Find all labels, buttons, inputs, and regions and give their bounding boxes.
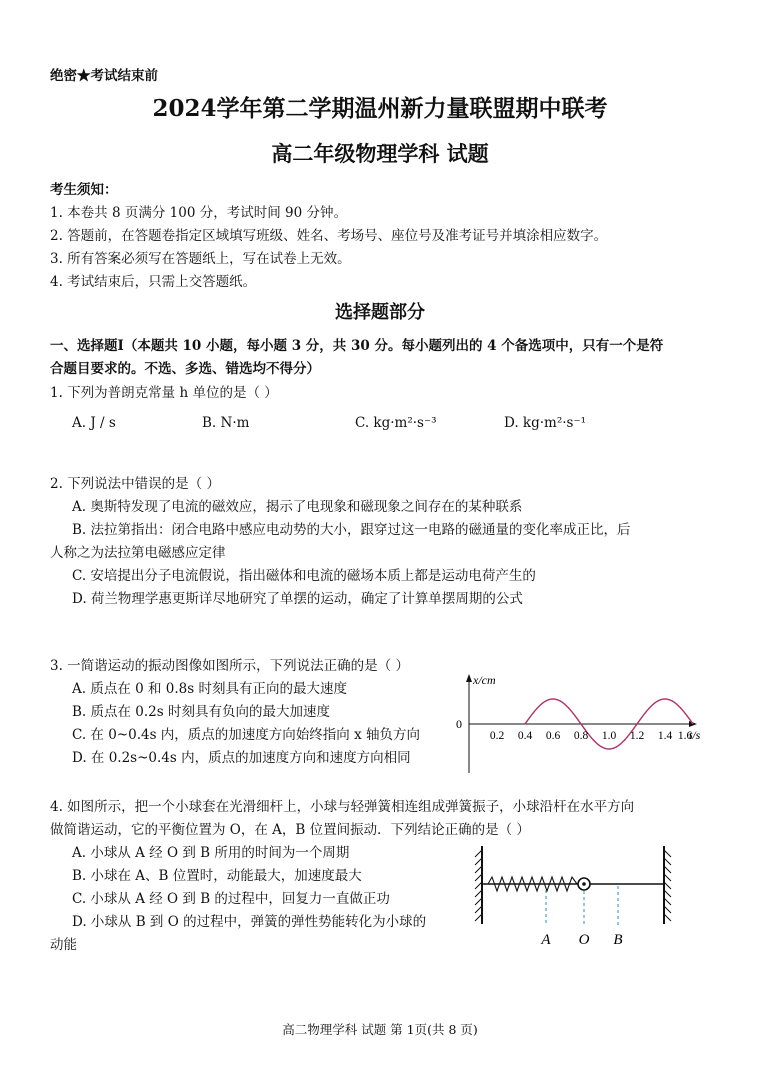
graph-tick-label: 0.2 xyxy=(489,730,505,742)
graph-origin-label: 0 xyxy=(456,717,462,731)
spring-oscillator-figure xyxy=(466,842,681,952)
part-instructions-line2: 合题目要求的。不选、多选、错选均不得分） xyxy=(50,361,320,377)
notice-item: 2. 答题前，在答题卷指定区域填写班级、姓名、考场号、座位号及准考证号并填涂相应数字。 xyxy=(50,228,608,244)
question-2-option-d: D. 荷兰物理学惠更斯详尽地研究了单摆的运动，确定了计算单摆周期的公式 xyxy=(72,591,523,607)
question-4-option-a: A. 小球从 A 经 O 到 B 所用的时间为一个周期 xyxy=(72,845,350,861)
question-4-option-d-cont: 动能 xyxy=(50,937,77,953)
graph-tick-label: 1.0 xyxy=(601,730,617,742)
graph-tick-label: 0.4 xyxy=(517,730,533,742)
graph-tick-label: 1.2 xyxy=(629,730,645,742)
notice-heading: 考生须知： xyxy=(50,182,118,198)
graph-tick-label: 0.8 xyxy=(573,730,589,742)
question-3-option-c: C. 在 0~0.4s 内，质点的加速度方向始终指向 x 轴负方向 xyxy=(72,727,421,743)
left-wall-hatching xyxy=(475,850,482,921)
question-4-option-d: D. 小球从 B 到 O 的过程中，弹簧的弹性势能转化为小球的 xyxy=(72,914,427,930)
question-1-option-d: D. kg·m²·s⁻¹ xyxy=(504,415,587,431)
question-3-stem: 3. 一简谐运动的振动图像如图所示，下列说法正确的是（ ） xyxy=(50,658,409,674)
question-4-stem-line2: 做简谐运动，它的平衡位置为 O，在 A，B 位置间振动．下列结论正确的是（ ） xyxy=(50,822,530,838)
question-1-option-b: B. N·m xyxy=(202,415,250,431)
section-title: 选择题部分 xyxy=(335,302,425,323)
question-2-option-b-cont: 人称之为法拉第电磁感应定律 xyxy=(50,545,226,561)
right-wall-hatching xyxy=(664,850,671,921)
question-1-stem: 1. 下列为普朗克常量 h 单位的是（ ） xyxy=(50,385,278,401)
notice-item: 3. 所有答案必须写在答题纸上，写在试卷上无效。 xyxy=(50,251,351,267)
question-2-stem: 2. 下列说法中错误的是（ ） xyxy=(50,476,220,492)
notice-item: 1. 本卷共 8 页满分 100 分，考试时间 90 分钟。 xyxy=(50,205,347,221)
confidential-mark: 绝密★考试结束前 xyxy=(50,68,158,84)
question-2-option-a: A. 奥斯特发现了电流的磁效应，揭示了电现象和磁现象之间存在的某种联系 xyxy=(72,499,523,515)
question-3-option-b: B. 质点在 0.2s 时刻具有负向的最大加速度 xyxy=(72,704,330,720)
graph-tick-label: 1.6 xyxy=(677,730,693,742)
notice-item: 4. 考试结束后，只需上交答题纸。 xyxy=(50,274,257,290)
question-4-stem-line1: 4. 如图所示，把一个小球套在光滑细杆上，小球与轻弹簧相连组成弹簧振子，小球沿杆在水平方向 xyxy=(50,799,635,815)
question-2-option-c: C. 安培提出分子电流假说，指出磁体和电流的磁场本质上都是运动电荷产生的 xyxy=(72,568,536,584)
label-a: A xyxy=(541,932,551,948)
question-1-option-c: C. kg·m²·s⁻³ xyxy=(355,415,437,431)
part-instructions-line1: 一、选择题Ⅰ（本题共 10 小题，每小题 3 分，共 30 分。每小题列出的 4 个备选项中，只有一个是符 xyxy=(50,338,664,354)
label-b: B xyxy=(613,932,623,948)
question-1-option-a: A. J / s xyxy=(72,415,116,431)
question-4-option-c: C. 小球从 A 经 O 到 B 的过程中，回复力一直做正功 xyxy=(72,891,390,907)
oscillation-graph xyxy=(455,668,715,778)
ball-center xyxy=(582,882,586,886)
exam-title: 2024学年第二学期温州新力量联盟期中联考 xyxy=(152,95,608,122)
graph-tick-label: 1.4 xyxy=(657,730,673,742)
graph-x-label: t/s xyxy=(689,728,701,742)
question-4-option-b: B. 小球在 A、B 位置时，动能最大，加速度最大 xyxy=(72,868,362,884)
question-2-option-b: B. 法拉第指出：闭合电路中感应电动势的大小，跟穿过这一电路的磁通量的变化率成正比，后 xyxy=(72,522,631,538)
graph-y-label: x/cm xyxy=(473,673,496,687)
graph-tick-label: 0.6 xyxy=(545,730,561,742)
question-3-option-d: D. 在 0.2s~0.4s 内，质点的加速度方向和速度方向相同 xyxy=(72,750,411,766)
question-3-option-a: A. 质点在 0 和 0.8s 时刻具有正向的最大速度 xyxy=(72,681,347,697)
exam-subtitle: 高二年级物理学科 试题 xyxy=(271,141,489,166)
page-footer: 高二物理学科 试题 第 1页(共 8 页) xyxy=(282,1022,478,1037)
graph-y-arrow xyxy=(466,674,472,682)
label-o: O xyxy=(578,932,590,948)
